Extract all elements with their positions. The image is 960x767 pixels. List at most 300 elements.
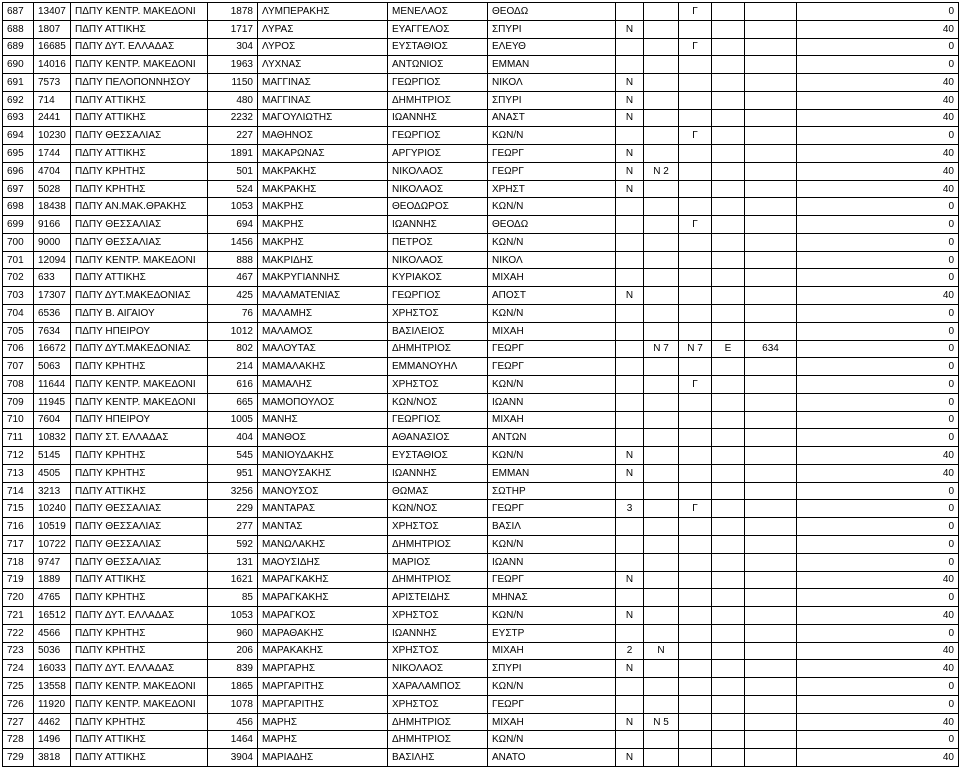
surname: ΜΑΡΑΓΚΑΚΗΣ xyxy=(258,589,388,607)
points: 76 xyxy=(208,305,258,323)
flag-4 xyxy=(712,695,745,713)
score: 0 xyxy=(797,38,959,56)
flag-1 xyxy=(616,553,644,571)
flag-3 xyxy=(679,145,712,163)
father-name: ΣΠΥΡΙ xyxy=(488,660,616,678)
table-row xyxy=(3,216,959,234)
points: 206 xyxy=(208,642,258,660)
score: 40 xyxy=(797,749,959,767)
father-name: ΜΗΝΑΣ xyxy=(488,589,616,607)
regional-directorate: ΠΔΠΥ ΣΤ. ΕΛΛΑΔΑΣ xyxy=(71,429,208,447)
flag-2 xyxy=(644,3,679,21)
flag-2 xyxy=(644,145,679,163)
points: 467 xyxy=(208,269,258,287)
flag-1 xyxy=(616,340,644,358)
points: 456 xyxy=(208,713,258,731)
row-number: 728 xyxy=(3,731,34,749)
father-name: ΓΕΩΡΓ xyxy=(488,145,616,163)
surname: ΛΥΡΟΣ xyxy=(258,38,388,56)
regional-directorate: ΠΔΠΥ Β. ΑΙΓΑΙΟΥ xyxy=(71,305,208,323)
row-number: 692 xyxy=(3,91,34,109)
registry-code: 714 xyxy=(34,91,71,109)
row-number: 707 xyxy=(3,358,34,376)
regional-directorate: ΠΔΠΥ ΔΥΤ. ΕΛΛΑΔΑΣ xyxy=(71,607,208,625)
flag-4 xyxy=(712,162,745,180)
score: 0 xyxy=(797,56,959,74)
table-row xyxy=(3,109,959,127)
flag-1: Ν xyxy=(616,74,644,92)
score: 40 xyxy=(797,571,959,589)
surname: ΜΑΚΡΗΣ xyxy=(258,233,388,251)
table-row xyxy=(3,145,959,163)
points: 404 xyxy=(208,429,258,447)
flag-5 xyxy=(745,607,797,625)
table-row xyxy=(3,535,959,553)
score: 0 xyxy=(797,376,959,394)
flag-5 xyxy=(745,109,797,127)
flag-5 xyxy=(745,624,797,642)
table-row xyxy=(3,56,959,74)
first-name: ΝΙΚΟΛΑΟΣ xyxy=(388,251,488,269)
flag-3 xyxy=(679,535,712,553)
table-row xyxy=(3,411,959,429)
points: 227 xyxy=(208,127,258,145)
points: 304 xyxy=(208,38,258,56)
surname: ΜΑΛΟΥΤΑΣ xyxy=(258,340,388,358)
flag-4 xyxy=(712,589,745,607)
row-number: 721 xyxy=(3,607,34,625)
regional-directorate: ΠΔΠΥ ΘΕΣΣΑΛΙΑΣ xyxy=(71,535,208,553)
score: 0 xyxy=(797,482,959,500)
flag-3 xyxy=(679,429,712,447)
registry-code: 18438 xyxy=(34,198,71,216)
flag-4 xyxy=(712,447,745,465)
table-row xyxy=(3,393,959,411)
flag-3: Ν 7 xyxy=(679,340,712,358)
flag-1: Ν xyxy=(616,180,644,198)
regional-directorate: ΠΔΠΥ ΚΡΗΤΗΣ xyxy=(71,447,208,465)
row-number: 689 xyxy=(3,38,34,56)
flag-1 xyxy=(616,216,644,234)
registry-code: 1744 xyxy=(34,145,71,163)
regional-directorate: ΠΔΠΥ ΚΡΗΤΗΣ xyxy=(71,624,208,642)
points: 214 xyxy=(208,358,258,376)
regional-directorate: ΠΔΠΥ ΚΕΝΤΡ. ΜΑΚΕΔΟΝΙ xyxy=(71,56,208,74)
table-row xyxy=(3,162,959,180)
flag-2 xyxy=(644,749,679,767)
table-row xyxy=(3,500,959,518)
flag-4 xyxy=(712,251,745,269)
points: 839 xyxy=(208,660,258,678)
father-name: ΜΙΧΑΗ xyxy=(488,713,616,731)
points: 951 xyxy=(208,464,258,482)
score: 40 xyxy=(797,660,959,678)
surname: ΜΑΚΡΗΣ xyxy=(258,198,388,216)
points: 501 xyxy=(208,162,258,180)
row-number: 712 xyxy=(3,447,34,465)
points: 1012 xyxy=(208,322,258,340)
row-number: 716 xyxy=(3,518,34,536)
table-row xyxy=(3,198,959,216)
surname: ΜΑΝΟΥΣΟΣ xyxy=(258,482,388,500)
points: 960 xyxy=(208,624,258,642)
flag-5 xyxy=(745,749,797,767)
row-number: 717 xyxy=(3,535,34,553)
flag-3 xyxy=(679,74,712,92)
registry-code: 10230 xyxy=(34,127,71,145)
flag-1 xyxy=(616,482,644,500)
first-name: ΓΕΩΡΓΙΟΣ xyxy=(388,74,488,92)
score: 0 xyxy=(797,695,959,713)
points: 2232 xyxy=(208,109,258,127)
points: 694 xyxy=(208,216,258,234)
father-name: ΓΕΩΡΓ xyxy=(488,571,616,589)
surname: ΛΥΧΝΑΣ xyxy=(258,56,388,74)
points: 1053 xyxy=(208,198,258,216)
first-name: ΔΗΜΗΤΡΙΟΣ xyxy=(388,713,488,731)
flag-1: Ν xyxy=(616,464,644,482)
row-number: 713 xyxy=(3,464,34,482)
father-name: ΝΙΚΟΛ xyxy=(488,251,616,269)
flag-2 xyxy=(644,678,679,696)
table-row xyxy=(3,269,959,287)
table-row xyxy=(3,660,959,678)
registry-code: 10722 xyxy=(34,535,71,553)
score: 0 xyxy=(797,624,959,642)
flag-4 xyxy=(712,287,745,305)
score: 0 xyxy=(797,358,959,376)
first-name: ΙΩΑΝΝΗΣ xyxy=(388,624,488,642)
score: 40 xyxy=(797,642,959,660)
table-row xyxy=(3,305,959,323)
flag-3 xyxy=(679,20,712,38)
flag-5 xyxy=(745,429,797,447)
father-name: ΑΠΟΣΤ xyxy=(488,287,616,305)
regional-directorate: ΠΔΠΥ ΚΡΗΤΗΣ xyxy=(71,162,208,180)
flag-5 xyxy=(745,287,797,305)
points: 1464 xyxy=(208,731,258,749)
row-number: 709 xyxy=(3,393,34,411)
first-name: ΙΩΑΝΝΗΣ xyxy=(388,464,488,482)
flag-4 xyxy=(712,322,745,340)
flag-1 xyxy=(616,269,644,287)
flag-4 xyxy=(712,74,745,92)
flag-3: Γ xyxy=(679,216,712,234)
father-name: ΚΩΝ/Ν xyxy=(488,731,616,749)
flag-2 xyxy=(644,216,679,234)
score: 0 xyxy=(797,589,959,607)
surname: ΜΑΝΩΛΑΚΗΣ xyxy=(258,535,388,553)
flag-4 xyxy=(712,109,745,127)
flag-2 xyxy=(644,376,679,394)
points: 1150 xyxy=(208,74,258,92)
flag-2 xyxy=(644,305,679,323)
table-row xyxy=(3,731,959,749)
first-name: ΝΙΚΟΛΑΟΣ xyxy=(388,660,488,678)
table-row xyxy=(3,358,959,376)
registry-code: 13558 xyxy=(34,678,71,696)
row-number: 727 xyxy=(3,713,34,731)
flag-5 xyxy=(745,3,797,21)
flag-4 xyxy=(712,3,745,21)
flag-2 xyxy=(644,56,679,74)
flag-1: Ν xyxy=(616,713,644,731)
regional-directorate: ΠΔΠΥ ΑΤΤΙΚΗΣ xyxy=(71,109,208,127)
score: 0 xyxy=(797,518,959,536)
flag-3 xyxy=(679,180,712,198)
table-row xyxy=(3,607,959,625)
score: 0 xyxy=(797,3,959,21)
score: 0 xyxy=(797,251,959,269)
first-name: ΔΗΜΗΤΡΙΟΣ xyxy=(388,731,488,749)
flag-3 xyxy=(679,749,712,767)
regional-directorate: ΠΔΠΥ ΘΕΣΣΑΛΙΑΣ xyxy=(71,553,208,571)
flag-3: Γ xyxy=(679,376,712,394)
surname: ΜΑΓΓΙΝΑΣ xyxy=(258,91,388,109)
regional-directorate: ΠΔΠΥ ΗΠΕΙΡΟΥ xyxy=(71,322,208,340)
score: 40 xyxy=(797,91,959,109)
surname: ΜΑΡΑΓΚΟΣ xyxy=(258,607,388,625)
registry-code: 1807 xyxy=(34,20,71,38)
surname: ΜΑΜΑΛΗΣ xyxy=(258,376,388,394)
flag-2 xyxy=(644,269,679,287)
registry-code: 16672 xyxy=(34,340,71,358)
flag-5 xyxy=(745,553,797,571)
flag-3 xyxy=(679,322,712,340)
table-row xyxy=(3,447,959,465)
row-number: 694 xyxy=(3,127,34,145)
row-number: 695 xyxy=(3,145,34,163)
score: 40 xyxy=(797,20,959,38)
registry-code: 6536 xyxy=(34,305,71,323)
score: 0 xyxy=(797,216,959,234)
flag-2: Ν 2 xyxy=(644,162,679,180)
first-name: ΧΡΗΣΤΟΣ xyxy=(388,376,488,394)
score: 40 xyxy=(797,109,959,127)
registry-code: 10832 xyxy=(34,429,71,447)
row-number: 723 xyxy=(3,642,34,660)
regional-directorate: ΠΔΠΥ ΔΥΤ. ΕΛΛΑΔΑΣ xyxy=(71,660,208,678)
first-name: ΝΙΚΟΛΑΟΣ xyxy=(388,180,488,198)
score: 40 xyxy=(797,180,959,198)
flag-3 xyxy=(679,233,712,251)
flag-2 xyxy=(644,127,679,145)
first-name: ΝΙΚΟΛΑΟΣ xyxy=(388,162,488,180)
table-row xyxy=(3,233,959,251)
father-name: ΜΙΧΑΗ xyxy=(488,411,616,429)
surname: ΜΑΓΓΙΝΑΣ xyxy=(258,74,388,92)
flag-1 xyxy=(616,38,644,56)
flag-3 xyxy=(679,269,712,287)
row-number: 705 xyxy=(3,322,34,340)
flag-5 xyxy=(745,216,797,234)
row-number: 703 xyxy=(3,287,34,305)
flag-3 xyxy=(679,678,712,696)
row-number: 697 xyxy=(3,180,34,198)
first-name: ΔΗΜΗΤΡΙΟΣ xyxy=(388,91,488,109)
flag-3 xyxy=(679,571,712,589)
flag-3 xyxy=(679,198,712,216)
regional-directorate: ΠΔΠΥ ΔΥΤ.ΜΑΚΕΔΟΝΙΑΣ xyxy=(71,287,208,305)
score: 0 xyxy=(797,535,959,553)
regional-directorate: ΠΔΠΥ ΚΡΗΤΗΣ xyxy=(71,589,208,607)
father-name: ΣΠΥΡΙ xyxy=(488,91,616,109)
flag-4 xyxy=(712,607,745,625)
first-name: ΧΑΡΑΛΑΜΠΟΣ xyxy=(388,678,488,696)
registry-code: 11644 xyxy=(34,376,71,394)
flag-5 xyxy=(745,731,797,749)
flag-3 xyxy=(679,660,712,678)
first-name: ΔΗΜΗΤΡΙΟΣ xyxy=(388,340,488,358)
flag-1 xyxy=(616,322,644,340)
flag-3 xyxy=(679,91,712,109)
points: 545 xyxy=(208,447,258,465)
flag-4 xyxy=(712,358,745,376)
flag-3 xyxy=(679,56,712,74)
flag-1 xyxy=(616,624,644,642)
table-row xyxy=(3,91,959,109)
regional-directorate: ΠΔΠΥ ΔΥΤ.ΜΑΚΕΔΟΝΙΑΣ xyxy=(71,340,208,358)
registry-code: 5063 xyxy=(34,358,71,376)
regional-directorate: ΠΔΠΥ ΑΤΤΙΚΗΣ xyxy=(71,20,208,38)
regional-directorate: ΠΔΠΥ ΚΕΝΤΡ. ΜΑΚΕΔΟΝΙ xyxy=(71,695,208,713)
points: 1717 xyxy=(208,20,258,38)
flag-2: Ν 7 xyxy=(644,340,679,358)
points: 480 xyxy=(208,91,258,109)
row-number: 719 xyxy=(3,571,34,589)
flag-4 xyxy=(712,56,745,74)
father-name: ΑΝΑΤΟ xyxy=(488,749,616,767)
flag-4 xyxy=(712,464,745,482)
flag-2 xyxy=(644,91,679,109)
flag-4 xyxy=(712,376,745,394)
flag-1 xyxy=(616,376,644,394)
row-number: 706 xyxy=(3,340,34,358)
first-name: ΙΩΑΝΝΗΣ xyxy=(388,109,488,127)
flag-2 xyxy=(644,571,679,589)
registry-code: 2441 xyxy=(34,109,71,127)
father-name: ΚΩΝ/Ν xyxy=(488,376,616,394)
flag-5 xyxy=(745,145,797,163)
first-name: ΧΡΗΣΤΟΣ xyxy=(388,518,488,536)
father-name: ΚΩΝ/Ν xyxy=(488,198,616,216)
flag-2 xyxy=(644,251,679,269)
flag-3 xyxy=(679,607,712,625)
registry-code: 11920 xyxy=(34,695,71,713)
flag-4 xyxy=(712,624,745,642)
first-name: ΕΥΣΤΑΘΙΟΣ xyxy=(388,447,488,465)
points: 1878 xyxy=(208,3,258,21)
father-name: ΜΙΧΑΗ xyxy=(488,642,616,660)
father-name: ΕΜΜΑΝ xyxy=(488,56,616,74)
flag-1 xyxy=(616,127,644,145)
flag-5 xyxy=(745,535,797,553)
father-name: ΜΙΧΑΗ xyxy=(488,322,616,340)
first-name: ΓΕΩΡΓΙΟΣ xyxy=(388,411,488,429)
flag-4 xyxy=(712,38,745,56)
flag-4 xyxy=(712,642,745,660)
father-name: ΧΡΗΣΤ xyxy=(488,180,616,198)
score: 40 xyxy=(797,287,959,305)
flag-5 xyxy=(745,358,797,376)
flag-1 xyxy=(616,695,644,713)
registry-code: 10240 xyxy=(34,500,71,518)
registry-code: 9166 xyxy=(34,216,71,234)
flag-2 xyxy=(644,109,679,127)
first-name: ΧΡΗΣΤΟΣ xyxy=(388,607,488,625)
regional-directorate: ΠΔΠΥ ΠΕΛΟΠΟΝΝΗΣΟΥ xyxy=(71,74,208,92)
first-name: ΑΡΙΣΤΕΙΔΗΣ xyxy=(388,589,488,607)
registry-code: 16033 xyxy=(34,660,71,678)
flag-3 xyxy=(679,464,712,482)
points: 616 xyxy=(208,376,258,394)
row-number: 699 xyxy=(3,216,34,234)
flag-2 xyxy=(644,411,679,429)
flag-2 xyxy=(644,74,679,92)
row-number: 698 xyxy=(3,198,34,216)
flag-3 xyxy=(679,695,712,713)
points: 524 xyxy=(208,180,258,198)
table-row xyxy=(3,642,959,660)
surname: ΜΑΟΥΣΙΔΗΣ xyxy=(258,553,388,571)
flag-3 xyxy=(679,109,712,127)
flag-4 xyxy=(712,233,745,251)
table-row xyxy=(3,3,959,21)
surname: ΜΑΡΙΑΔΗΣ xyxy=(258,749,388,767)
flag-5 xyxy=(745,251,797,269)
flag-1 xyxy=(616,358,644,376)
flag-1: 3 xyxy=(616,500,644,518)
flag-4 xyxy=(712,713,745,731)
flag-3: Γ xyxy=(679,38,712,56)
row-number: 722 xyxy=(3,624,34,642)
row-number: 687 xyxy=(3,3,34,21)
registry-code: 1496 xyxy=(34,731,71,749)
flag-1 xyxy=(616,251,644,269)
flag-4 xyxy=(712,482,745,500)
regional-directorate: ΠΔΠΥ ΚΕΝΤΡ. ΜΑΚΕΔΟΝΙ xyxy=(71,3,208,21)
first-name: ΔΗΜΗΤΡΙΟΣ xyxy=(388,535,488,553)
flag-5 xyxy=(745,518,797,536)
flag-3 xyxy=(679,713,712,731)
first-name: ΘΩΜΑΣ xyxy=(388,482,488,500)
flag-2 xyxy=(644,20,679,38)
flag-4 xyxy=(712,127,745,145)
flag-1: 2 xyxy=(616,642,644,660)
row-number: 726 xyxy=(3,695,34,713)
surname: ΜΑΚΡΗΣ xyxy=(258,216,388,234)
father-name: ΜΙΧΑΗ xyxy=(488,269,616,287)
first-name: ΜΑΡΙΟΣ xyxy=(388,553,488,571)
flag-5 xyxy=(745,162,797,180)
father-name: ΘΕΟΔΩ xyxy=(488,3,616,21)
registry-code: 4462 xyxy=(34,713,71,731)
flag-1: Ν xyxy=(616,91,644,109)
flag-3 xyxy=(679,305,712,323)
registry-code: 1889 xyxy=(34,571,71,589)
flag-5 xyxy=(745,376,797,394)
registry-code: 16685 xyxy=(34,38,71,56)
registry-code: 7634 xyxy=(34,322,71,340)
flag-1: Ν xyxy=(616,749,644,767)
flag-1 xyxy=(616,305,644,323)
first-name: ΚΩΝ/ΝΟΣ xyxy=(388,393,488,411)
surname: ΜΑΡΓΑΡΙΤΗΣ xyxy=(258,695,388,713)
flag-4 xyxy=(712,749,745,767)
score: 0 xyxy=(797,127,959,145)
row-number: 725 xyxy=(3,678,34,696)
flag-4: Ε xyxy=(712,340,745,358)
